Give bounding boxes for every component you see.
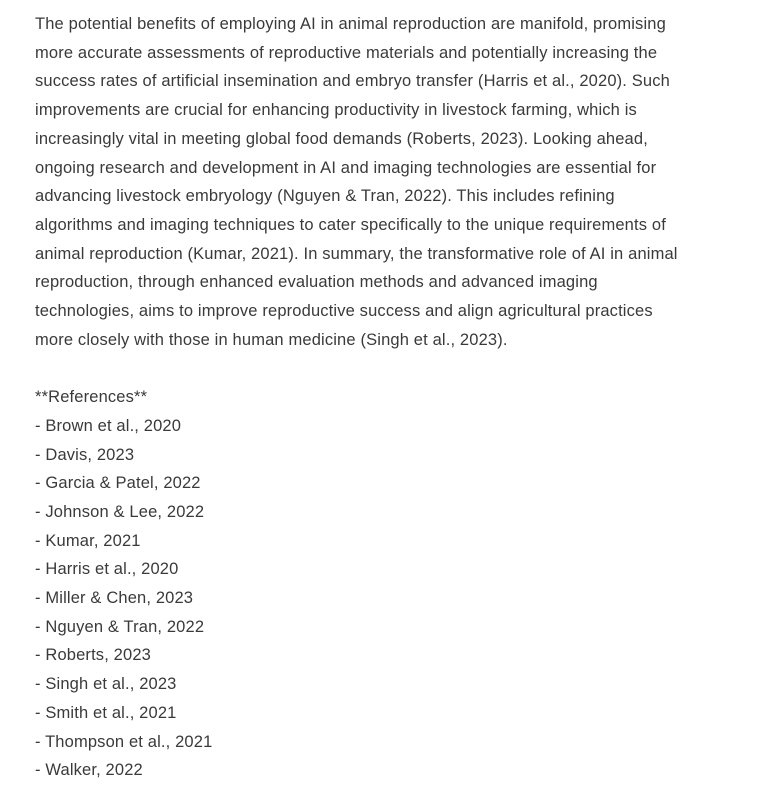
reference-item: - Kumar, 2021 <box>35 531 141 550</box>
paragraph-spacer <box>35 354 695 383</box>
reference-item: - Singh et al., 2023 <box>35 675 177 694</box>
reference-item: - Johnson & Lee, 2022 <box>35 502 205 521</box>
references-heading: **References** <box>35 388 148 407</box>
paragraph-line: improvements are crucial for enhancing productivity in livestock farming, which is <box>35 101 637 120</box>
reference-item: - Miller & Chen, 2023 <box>35 589 194 608</box>
reference-item: - Harris et al., 2020 <box>35 560 179 579</box>
paragraph-line: success rates of artificial insemination and embryo transfer (Harris et al., 2020). Such <box>35 72 670 91</box>
paragraph-line: technologies, aims to improve reproductive success and align agricultural practices <box>35 302 653 321</box>
paragraph-line: more closely with those in human medicine (Singh et al., 2023). <box>35 330 508 349</box>
paragraph-line: increasingly vital in meeting global food demands (Roberts, 2023). Looking ahead, <box>35 129 648 148</box>
reference-item: - Smith et al., 2021 <box>35 703 177 722</box>
reference-item: - Walker, 2022 <box>35 761 143 780</box>
paragraph-line: advancing livestock embryology (Nguyen & Tran, 2022). This includes refining <box>35 187 615 206</box>
references-list <box>35 383 695 785</box>
summary-paragraph <box>35 10 695 354</box>
paragraph-line: animal reproduction (Kumar, 2021). In summary, the transformative role of AI in animal <box>35 244 678 263</box>
reference-item: - Thompson et al., 2021 <box>35 732 213 751</box>
reference-item: - Nguyen & Tran, 2022 <box>35 617 205 636</box>
paragraph-line: reproduction, through enhanced evaluation methods and advanced imaging <box>35 273 598 292</box>
paragraph-line: The potential benefits of employing AI in animal reproduction are manifold, promising <box>35 15 666 33</box>
reference-item: - Garcia & Patel, 2022 <box>35 474 201 493</box>
reference-item: - Brown et al., 2020 <box>35 416 182 435</box>
reference-item: - Roberts, 2023 <box>35 646 151 665</box>
paragraph-line: algorithms and imaging techniques to cater specifically to the unique requirements of <box>35 215 666 234</box>
paragraph-line: more accurate assessments of reproductive materials and potentially increasing the <box>35 43 658 62</box>
paragraph-line: ongoing research and development in AI and imaging technologies are essential for <box>35 158 657 177</box>
reference-item: - Davis, 2023 <box>35 445 135 464</box>
